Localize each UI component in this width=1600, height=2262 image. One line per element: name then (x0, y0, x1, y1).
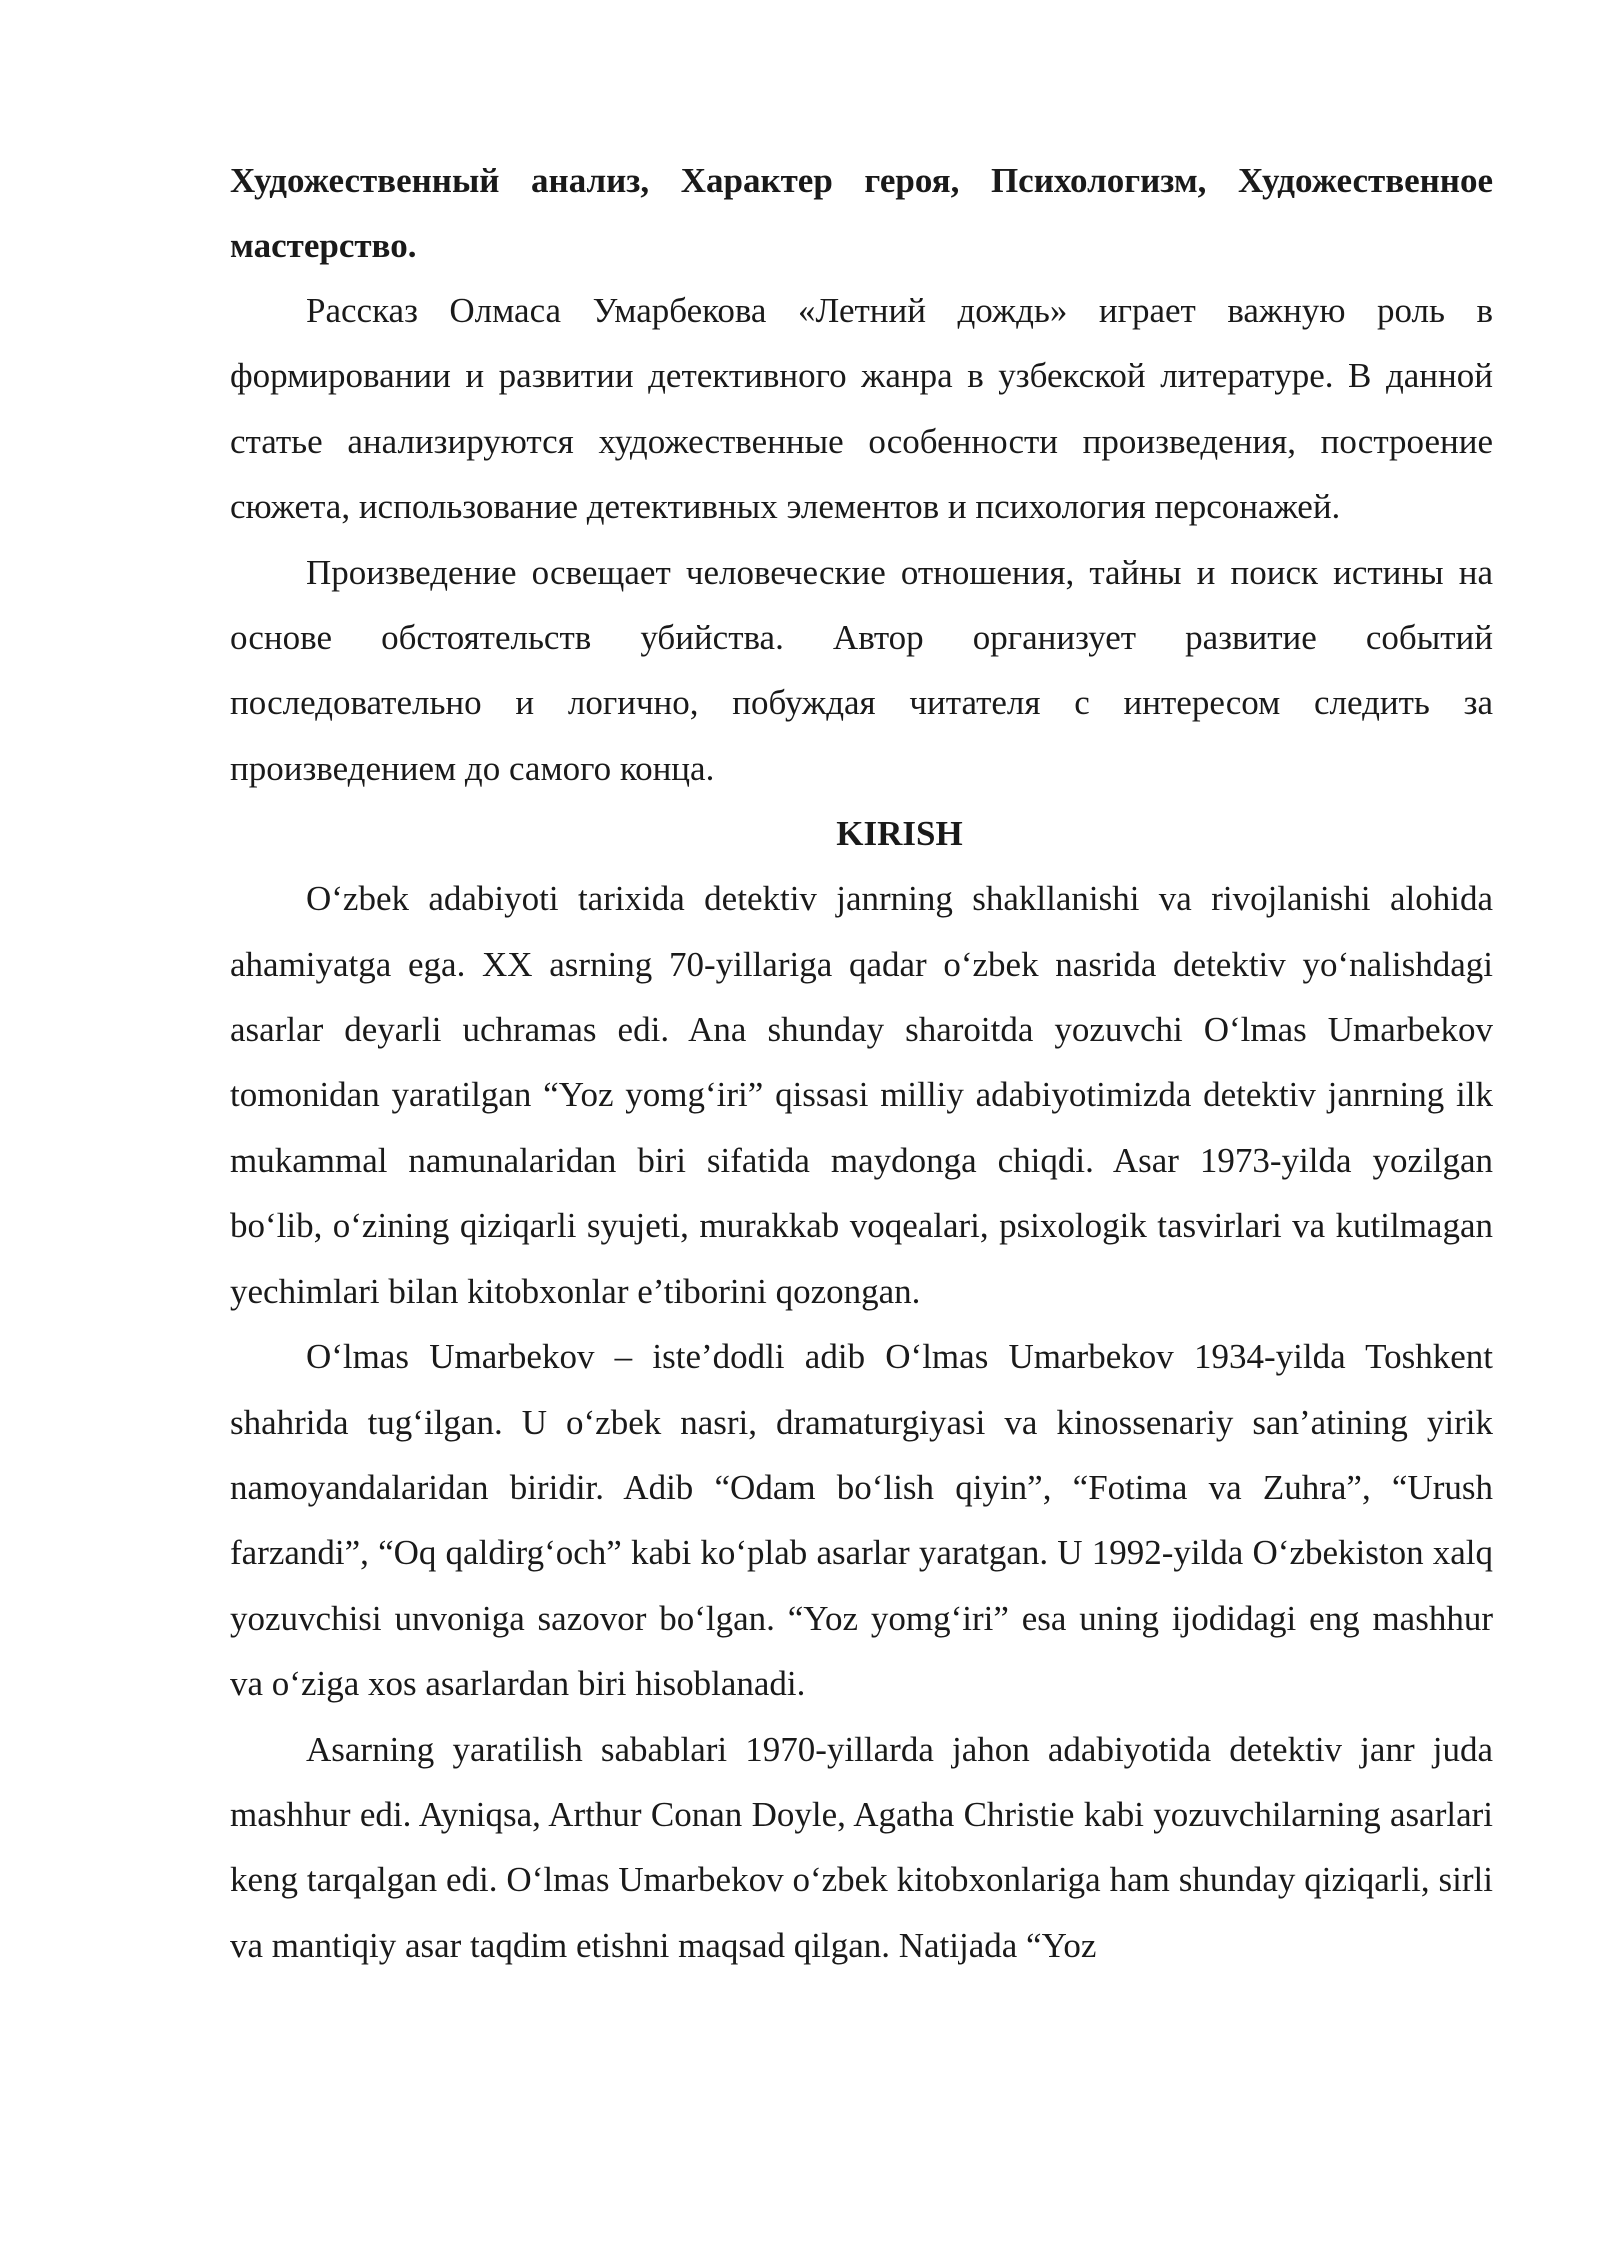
document-page (230, 148, 1493, 1978)
body-paragraph-2: O‘lmas Umarbekov – iste’dodli adib O‘lmas Umarbekov 1934-yilda Toshkent shahrida tug‘ilgan. U o‘zbek nasri, dramaturgiyasi va kinossenariy san’atining yirik namoyandalaridan biridir. Adib “Odam bo‘lish qiyin”, “Fotima va Zuhra”, “Urush farzandi”, “Oq qaldirg‘och” kabi ko‘plab asarlar yaratgan. U 1992-yilda O‘zbekiston xalq yozuvchisi unvoniga sazovor bo‘lgan. “Yoz yomg‘iri” esa uning ijodidagi eng mashhur va o‘ziga xos asarlardan biri hisoblanadi. (230, 1337, 1493, 1704)
body-paragraph-1: O‘zbek adabiyoti tarixida detektiv janrning shakllanishi va rivojlanishi alohida ahamiyatga ega. XX asrning 70-yillariga qadar o‘zbek nasrida detektiv yo‘nalishdagi asarlar deyarli uchramas edi. Ana shunday sharoitda yozuvchi O‘lmas Umarbekov tomonidan yaratilgan “Yoz yomg‘iri” qissasi milliy adabiyotimizda detektiv janrning ilk mukammal namunalaridan biri sifatida maydonga chiqdi. Asar 1973-yilda yozilgan bo‘lib, o‘zining qiziqarli syujeti, murakkab voqealari, psixologik tasvirlari va kutilmagan yechimlari bilan kitobxonlar e’tiborini qozongan. (230, 879, 1493, 1311)
abstract-paragraph-1: Рассказ Олмаса Умарбекова «Летний дождь» играет важную роль в формировании и развитии детективного жанра в узбекской литературе. В данной статье анализируются художественные особенности произведения, построение сюжета, использование детективных элементов и психология персонажей. (230, 291, 1493, 527)
body-paragraph-3: Asarning yaratilish sabablari 1970-yillarda jahon adabiyotida detektiv janr juda mashhur edi. Ayniqsa, Arthur Conan Doyle, Agatha Christie kabi yozuvchilarning asarlari keng tarqalgan edi. O‘lmas Umarbekov o‘zbek kitobxonlariga ham shunday qiziqarli, sirli va mantiqiy asar taqdim etishni maqsad qilgan. Natijada “Yoz (230, 1729, 1493, 1965)
section-heading: KIRISH (836, 814, 963, 854)
abstract-paragraph-2: Произведение освещает человеческие отношения, тайны и поиск истины на основе обстоятельств убийства. Автор организует развитие событий последовательно и логично, побуждая читателя с интересом следить за произведением до самого конца. (230, 552, 1493, 788)
keywords-line: Художественный анализ, Характер героя, Психологизм, Художественное мастерство. (230, 161, 1493, 265)
